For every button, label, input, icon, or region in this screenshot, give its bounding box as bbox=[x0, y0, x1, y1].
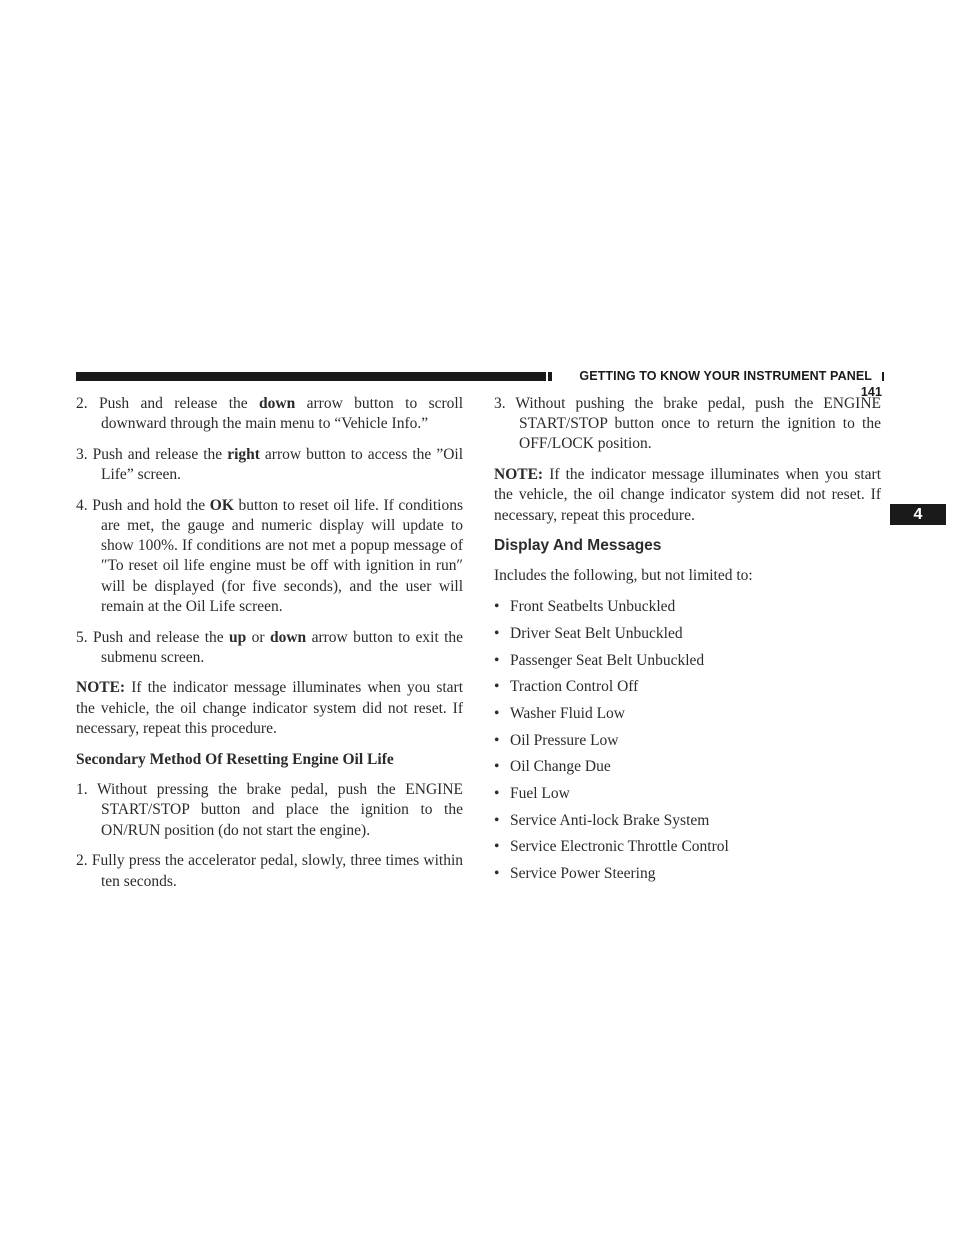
bullet-icon: • bbox=[494, 785, 500, 803]
list-item: • Oil Pressure Low bbox=[494, 731, 881, 751]
list-item: • Service Anti-lock Brake System bbox=[494, 811, 881, 831]
note: NOTE: If the indicator message illuminates when you start the vehicle, the oil change indicator system did not reset. If necessary, repeat this procedure. bbox=[494, 466, 882, 524]
bullet-icon: • bbox=[494, 598, 500, 616]
chapter-tab: 4 bbox=[890, 504, 946, 525]
secondary-step-1: 1. Without pressing the brake pedal, push the ENGINE START/STOP button and place the ignition to the ON/RUN position (do not start the engine). bbox=[76, 781, 463, 839]
message-list bbox=[494, 597, 881, 884]
subheading: Secondary Method Of Resetting Engine Oil Life bbox=[76, 750, 394, 768]
step-3: 3. Push and release the right arrow button to access the ”Oil Life” screen. bbox=[76, 445, 463, 484]
left-column bbox=[76, 394, 463, 902]
right-column bbox=[494, 394, 881, 891]
list-item: • Oil Change Due bbox=[494, 757, 881, 777]
list-item: • Passenger Seat Belt Unbuckled bbox=[494, 651, 881, 671]
page-number: 141 bbox=[860, 385, 882, 399]
list-item: • Front Seatbelts Unbuckled bbox=[494, 597, 881, 617]
list-item: • Service Electronic Throttle Control bbox=[494, 837, 881, 857]
step-4: 4. Push and hold the OK button to reset oil life. If conditions are met, the gauge and numeric display will update to show 100%. If conditions are not met a popup message of ″To reset oil life engine must be off with ignition in run″ will be displayed (for five seconds), and the user will remain at the Oil Life screen. bbox=[76, 496, 463, 615]
bullet-icon: • bbox=[494, 731, 500, 749]
secondary-step-2: 2. Fully press the accelerator pedal, slowly, three times within ten seconds. bbox=[76, 852, 463, 890]
bullet-icon: • bbox=[494, 865, 500, 883]
section-heading: Display And Messages bbox=[494, 537, 662, 555]
list-item: • Traction Control Off bbox=[494, 677, 881, 697]
step-5: 5. Push and release the up or down arrow button to exit the submenu screen. bbox=[76, 628, 464, 666]
intro-text: Includes the following, but not limited to: bbox=[494, 567, 753, 585]
bullet-icon: • bbox=[494, 838, 500, 856]
list-item: • Fuel Low bbox=[494, 784, 881, 804]
bullet-icon: • bbox=[494, 651, 500, 669]
list-item: • Driver Seat Belt Unbuckled bbox=[494, 624, 881, 644]
list-item: • Service Power Steering bbox=[494, 864, 881, 884]
bullet-icon: • bbox=[494, 624, 500, 642]
bullet-icon: • bbox=[494, 704, 500, 722]
note: NOTE: If the indicator message illuminates when you start the vehicle, the oil change indicator system did not reset. If necessary, repeat this procedure. bbox=[76, 679, 464, 737]
bullet-icon: • bbox=[494, 678, 500, 696]
bullet-icon: • bbox=[494, 758, 500, 776]
header-section-title: GETTING TO KNOW YOUR INSTRUMENT PANEL bbox=[579, 369, 872, 383]
header-rule bbox=[76, 372, 546, 381]
list-item: • Washer Fluid Low bbox=[494, 704, 881, 724]
step-2: 2. Push and release the down arrow button to scroll downward through the main menu to “Vehicle Info.” bbox=[76, 395, 464, 433]
step-3-continued: 3. Without pushing the brake pedal, push the ENGINE START/STOP button once to return the ignition to the OFF/LOCK position. bbox=[494, 395, 881, 453]
bullet-icon: • bbox=[494, 811, 500, 829]
